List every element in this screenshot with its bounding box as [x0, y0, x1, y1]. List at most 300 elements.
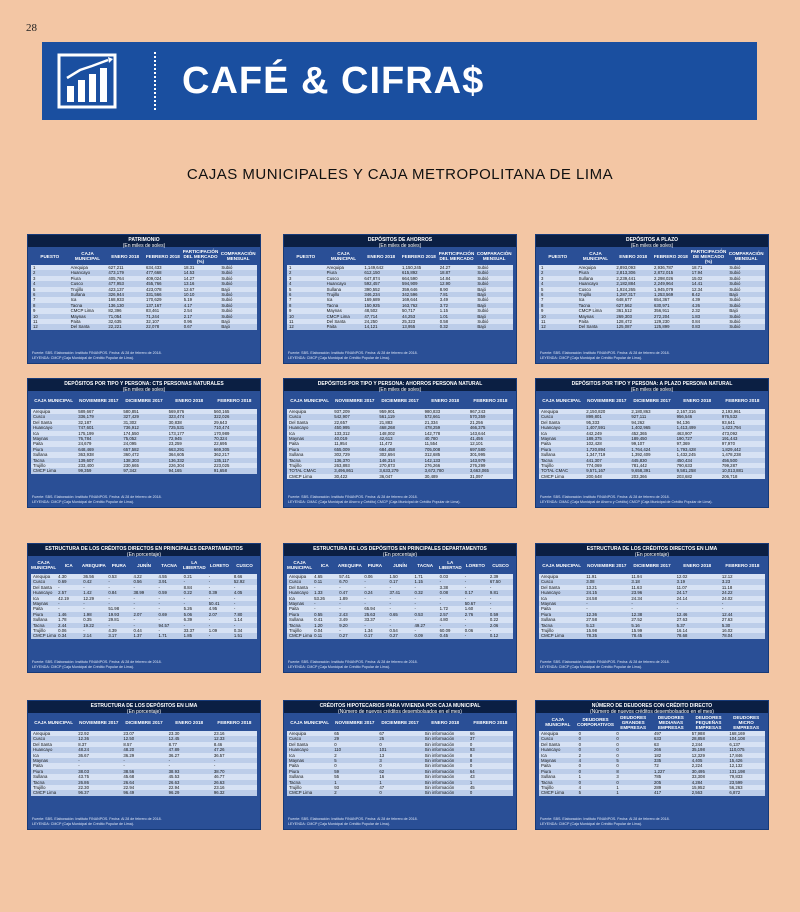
table-cell: 4 — [33, 281, 36, 287]
table-cell: 26.63 — [168, 779, 180, 785]
table-cell: - — [439, 595, 442, 601]
table-cell: 93,641 — [721, 419, 735, 425]
table-cell: 63 — [654, 741, 659, 747]
table-cell: 7 — [289, 297, 292, 303]
table-cell: 3 — [289, 275, 292, 281]
table-cell: 17,846 — [729, 752, 743, 758]
table-cell: 0 — [616, 779, 619, 785]
table-cell: Tacna — [33, 622, 45, 628]
table-cell: CMCP Lima — [326, 313, 350, 319]
table-cell: 15.02 — [691, 275, 703, 281]
table-cell: Paita — [70, 318, 81, 324]
table-cell: Maynas — [70, 313, 86, 319]
table-footnote — [288, 351, 512, 360]
table-cell: Arequipa — [578, 265, 596, 270]
column-header: ICA — [64, 562, 73, 568]
table-cell: 569,876 — [168, 409, 185, 414]
table-cell: Arequipa — [541, 574, 559, 579]
table-cell: Piura — [541, 446, 552, 452]
table-row — [287, 324, 513, 329]
table-header-row — [28, 556, 260, 574]
table-cell: Arequipa — [33, 574, 51, 579]
column-header: AREQUIPA — [337, 562, 362, 568]
table-cell: 99,107 — [631, 441, 645, 447]
footnote-line: Fuente: SBS. Elaboración: Instituto FINANPOS. Fecha: Al 28 de febrero de 2018. — [540, 817, 670, 822]
table-cell: - — [464, 617, 467, 623]
column-header: PIURA — [111, 562, 127, 568]
table-cell: 1.50 — [389, 574, 398, 579]
table-cell: 289 — [654, 784, 662, 790]
table-cell: 174,550 — [123, 430, 139, 436]
table-cell: Trujillo — [70, 286, 84, 292]
table-subtitle: (En miles de soles) — [378, 387, 422, 393]
footnote-line: LEYENDA: CMCP (Caja Municipal de Crédito Popular de Lima). — [288, 664, 390, 669]
table-cell: 0.84 — [691, 318, 701, 324]
table-cell: 4.39 — [691, 297, 701, 303]
table-cell: 51.98 — [108, 606, 120, 612]
table-cell: 2.07 — [208, 611, 218, 617]
table-cell: 3.17 — [108, 633, 117, 639]
data-table-panel — [535, 700, 769, 830]
table-cell: 71,244 — [146, 313, 160, 319]
table-cell: 0.11 — [314, 633, 323, 639]
table-cell: Sullana — [326, 286, 342, 292]
table-cell: 190,727 — [676, 435, 693, 441]
table-cell: 24,095 — [123, 441, 137, 447]
table-cell: - — [364, 579, 366, 585]
column-header: NOVIEMBRE 2017 — [335, 719, 375, 725]
table-cell: Subió — [221, 281, 233, 287]
table-cell: Huancayo — [289, 747, 309, 753]
table-cell: Huancayo — [326, 281, 347, 287]
column-header: PUESTO — [548, 253, 568, 259]
table-cell: Bajó — [221, 286, 230, 292]
table-cell: 663,291 — [168, 446, 185, 452]
table-cell: 572,661 — [424, 414, 441, 420]
table-cell: 0.67 — [183, 324, 193, 330]
table-cell: 38.93 — [168, 768, 180, 774]
table-cell: 1 — [289, 265, 292, 270]
table-cell: 1,347,719 — [586, 452, 606, 458]
table-cell: 2.07 — [133, 611, 142, 617]
table-cell: CMCP Lima — [289, 633, 313, 639]
table-cell: 3,672,780 — [424, 468, 444, 474]
table-cell: 48.24 — [78, 747, 89, 753]
table-cell: 478,259 — [424, 425, 441, 431]
table-cell: - — [158, 627, 160, 633]
table-cell: 3 — [541, 275, 544, 281]
table-cell: 47,714 — [364, 313, 378, 319]
table-header-row — [536, 713, 768, 731]
table-cell: 38.56 — [123, 768, 135, 774]
table-cell: 937,209 — [334, 409, 350, 414]
table-cell: CMCP Lima — [33, 790, 57, 796]
table-cell: Ica — [33, 595, 39, 601]
table-cell: Ica — [541, 595, 547, 601]
table-cell: 1.34 — [364, 627, 373, 633]
table-cell: 1.20 — [314, 622, 323, 628]
table-cell: 390,552 — [364, 286, 380, 292]
table-cell: Arequipa — [541, 731, 559, 736]
table-cell: 27.52 — [631, 617, 643, 623]
table-cell: - — [213, 757, 216, 763]
table-cell: - — [489, 606, 492, 612]
table-cell: - — [389, 584, 391, 590]
table-title-text: DEPÓSITOS POR TIPO Y PERSONA: A PLAZO PERSONA NATURAL — [571, 381, 733, 387]
table-row — [539, 790, 765, 795]
table-header-row — [284, 247, 516, 265]
column-header: ENERO 2018 — [111, 253, 140, 259]
footnote-line: LEYENDA: CMCP (Caja Municipal de Crédito Popular de Lima). — [32, 355, 134, 360]
table-cell: 29,643 — [213, 419, 227, 425]
table-footnote — [32, 660, 256, 669]
table-row — [287, 474, 513, 479]
table-cell: Sullana — [541, 617, 556, 623]
table-cell: 206,718 — [721, 473, 738, 479]
table-cell: 5 — [616, 757, 619, 763]
table-cell: Sullana — [33, 617, 48, 623]
column-header: AREQUIPA — [81, 562, 106, 568]
table-cell: 21,256 — [469, 419, 483, 425]
table-cell: Del Santa — [541, 741, 560, 747]
table-cell: 1 — [379, 779, 382, 785]
table-subtitle: (En miles de soles) — [378, 243, 422, 249]
table-cell: 13 — [379, 752, 385, 758]
table-cell: 2 — [289, 270, 292, 276]
table-cell: - — [158, 600, 160, 606]
table-cell: 59 — [334, 768, 339, 774]
table-title — [284, 544, 516, 556]
table-cell: 561,119 — [379, 414, 395, 420]
table-cell: 24.17 — [676, 590, 688, 596]
table-cell: - — [339, 627, 341, 633]
table-cell: 1 — [616, 790, 619, 796]
table-cell: Sullana — [33, 774, 48, 780]
table-cell: - — [464, 579, 467, 585]
table-body — [31, 409, 257, 474]
data-table-panel — [535, 543, 769, 673]
table-body — [287, 265, 513, 330]
table-cell: 11 — [289, 318, 294, 324]
table-cell: 2,180,863 — [631, 409, 651, 414]
table-cell: Ica — [33, 430, 39, 436]
table-cell: 276,266 — [424, 462, 441, 468]
table-cell: 405,764 — [108, 275, 124, 281]
table-cell: - — [108, 584, 110, 590]
table-cell: 0 — [578, 736, 582, 742]
table-cell: Del Santa — [578, 324, 598, 330]
table-cell: 143,644 — [469, 430, 486, 436]
table-cell: - — [123, 763, 125, 769]
table-cell: Maynas — [289, 757, 305, 763]
table-cell: 2.54 — [183, 308, 193, 314]
table-cell: 2.17 — [183, 313, 193, 319]
table-cell: 72 — [654, 763, 659, 769]
footnote-line: Fuente: SBS. Elaboración: Instituto FINANPOS. Fecha: Al 28 de febrero de 2018. — [288, 351, 418, 356]
table-cell: 5.26 — [183, 606, 193, 612]
table-cell: Trujillo — [289, 627, 302, 633]
table-cell: Piura — [289, 611, 300, 617]
table-cell: 22,221 — [108, 324, 122, 330]
table-cell: 409,024 — [146, 275, 162, 281]
table-cell: 7 — [541, 297, 544, 303]
table-cell: 473,179 — [108, 270, 124, 276]
table-cell: - — [631, 606, 633, 612]
table-cell: 0.42 — [83, 579, 92, 585]
table-title — [536, 379, 768, 391]
table-cell: 0 — [616, 752, 619, 758]
table-cell: 710,474 — [213, 425, 230, 431]
table-cell: 648,677 — [616, 297, 632, 303]
table-cell: 664,590 — [402, 275, 418, 281]
column-header: NOVIEMBRE 2017 — [587, 562, 627, 568]
table-cell: 67.50 — [489, 579, 501, 585]
table-cell: 45 — [469, 784, 475, 790]
table-cell: Bajó — [477, 324, 486, 330]
table-cell: 136,370 — [334, 457, 350, 463]
table-cell: 2 — [578, 752, 582, 758]
table-cell: - — [414, 595, 416, 601]
table-cell: 10 — [33, 313, 38, 319]
table-cell: Del Santa — [33, 584, 52, 590]
table-cell: 38.03 — [78, 768, 89, 774]
table-cell: Ica — [70, 297, 77, 303]
table-cell: Arequipa — [326, 265, 344, 270]
table-footnote — [540, 660, 764, 669]
table-cell: 0.06 — [364, 574, 373, 579]
table-cell: 2.39 — [489, 574, 499, 579]
table-cell: 19.93 — [108, 611, 120, 617]
table-cell: 4,405 — [691, 757, 703, 763]
table-cell: 648,469 — [78, 446, 94, 452]
table-cell: 142,133 — [424, 457, 441, 463]
table-cell: 0.53 — [414, 611, 423, 617]
table-cell: 627,562 — [616, 302, 632, 308]
table-cell: Huancayo — [33, 425, 53, 431]
table-cell: 30,838 — [168, 419, 182, 425]
footnote-line: LEYENDA: CMCP (Caja Municipal de Crédito Popular de Lima). — [32, 664, 134, 669]
table-cell: 25 — [379, 736, 385, 742]
table-cell: - — [389, 617, 391, 623]
footnote-line: LEYENDA: CMCP (Caja Municipal de Crédito Popular de Lima). — [288, 355, 390, 360]
table-cell: Paita — [541, 763, 551, 769]
table-cell: 142,778 — [424, 430, 441, 436]
table-header-row — [28, 713, 260, 731]
table-cell: 269,303 — [616, 313, 632, 319]
table-cell: 655,009 — [334, 446, 350, 452]
table-cell: Trujillo — [541, 462, 554, 468]
table-cell: 8.90 — [439, 286, 449, 292]
table-cell: 3.18 — [631, 579, 640, 585]
table-cell: 131,198 — [729, 768, 745, 774]
table-cell: - — [83, 627, 85, 633]
table-cell: 10 — [289, 313, 294, 319]
table-cell: - — [133, 622, 135, 628]
table-cell: 441,307 — [586, 457, 602, 463]
column-header: FEBRERO 2018 — [653, 253, 688, 259]
table-cell: 79,833 — [729, 774, 743, 780]
column-header: ENERO 2018 — [431, 719, 460, 725]
table-cell: 959,901 — [379, 409, 395, 414]
table-cell: Arequipa — [289, 574, 307, 579]
table-cell: 647,874 — [364, 275, 380, 281]
data-table-panel — [535, 378, 769, 508]
banner-divider — [154, 52, 156, 110]
table-cell: 16 — [379, 774, 385, 780]
table-cell: Sin información — [424, 790, 455, 796]
table-cell: 23.30 — [168, 731, 180, 736]
table-cell: 150,925 — [364, 302, 380, 308]
table-cell: 16.02 — [721, 627, 733, 633]
table-cell: Maynas — [541, 600, 557, 606]
table-cell: 463,907 — [676, 430, 693, 436]
table-header-row — [28, 247, 260, 265]
table-cell: 12.44 — [721, 611, 733, 617]
column-header: CAJA MUNICIPAL — [545, 717, 571, 727]
table-cell: 3.38 — [439, 584, 449, 590]
table-cell: - — [183, 595, 186, 601]
column-header: ENERO 2018 — [175, 719, 204, 725]
table-cell: Tacna — [33, 779, 45, 785]
table-cell: Trujillo — [33, 627, 46, 633]
table-cell: Subió — [221, 308, 233, 314]
table-cell: Huancayo — [541, 590, 561, 596]
table-title-text: CRÉDITOS HIPOTECARIOS PARA VIVIENDA POR CAJA MUNICIPAL — [319, 703, 481, 709]
table-cell: - — [133, 584, 135, 590]
table-header-row — [284, 391, 516, 409]
table-cell: 22.30 — [78, 784, 89, 790]
column-header: ENERO 2018 — [175, 397, 204, 403]
page-subtitle: CAJAS MUNICIPALES Y CAJA METROPOLITANA DE LIMA — [186, 166, 614, 183]
table-cell: 2,813,306 — [616, 270, 636, 276]
table-cell: 312,685 — [424, 452, 441, 458]
table-cell: 27.58 — [586, 617, 597, 623]
table-body — [539, 265, 765, 330]
footnote-line: LEYENDA: CMCP (Caja Municipal de Crédito Popular de Lima). — [32, 821, 134, 826]
table-cell: Paita — [578, 318, 589, 324]
table-cell: 101 — [379, 747, 387, 753]
table-cell: 104,108 — [729, 736, 745, 742]
table-cell: - — [158, 584, 160, 590]
table-cell: 14.84 — [439, 275, 451, 281]
table-cell: 1.72 — [439, 606, 449, 612]
table-cell: 37 — [469, 736, 475, 742]
table-row — [539, 633, 765, 638]
table-cell: Tacna — [289, 457, 301, 463]
table-cell: 4.22 — [133, 574, 142, 579]
table-cell: 22,695 — [213, 441, 227, 447]
table-cell: Paita — [326, 324, 337, 330]
table-cell: 3,496,861 — [334, 468, 354, 474]
table-cell: 26.86 — [78, 779, 89, 785]
table-cell: 342,596 — [402, 291, 418, 297]
table-cell: 45.68 — [123, 774, 135, 780]
table-footnote — [32, 495, 256, 504]
table-cell: 1 — [616, 784, 619, 790]
table-cell: 12.36 — [78, 736, 89, 742]
column-header: NOVIEMBRE 2017 — [587, 397, 627, 403]
table-cell: CMCP Lima — [541, 473, 565, 479]
table-cell: 302,694 — [379, 452, 395, 458]
table-cell: 0.27 — [389, 633, 398, 639]
table-cell: 4.39 — [108, 627, 117, 633]
table-subtitle: (En miles de soles) — [122, 387, 166, 393]
table-cell: Huancayo — [541, 425, 561, 431]
table-cell: Piura — [33, 446, 44, 452]
table-cell: 223,025 — [213, 462, 230, 468]
table-cell: - — [489, 627, 492, 633]
table-cell: Tacna — [33, 457, 45, 463]
table-cell: Del Santa — [70, 324, 90, 330]
table-cell: 38.70 — [213, 768, 225, 774]
table-cell: - — [339, 584, 341, 590]
table-cell: 11.18 — [721, 584, 733, 590]
table-cell: 60.09 — [439, 627, 451, 633]
table-cell: 0 — [616, 736, 619, 742]
table-title-text: ESTRUCTURA DE LOS DEPÓSITOS EN LIMA — [90, 703, 198, 709]
table-cell: Del Santa — [326, 318, 346, 324]
table-cell: 630,971 — [654, 302, 670, 308]
table-cell: 23,259 — [168, 441, 182, 447]
table-cell: 6 — [289, 291, 292, 297]
table-cell: 0.09 — [414, 633, 423, 639]
table-cell: 9,658,391 — [631, 468, 651, 474]
table-cell: Ica — [326, 297, 333, 303]
table-cell: 3 — [379, 757, 382, 763]
table-cell: 18.71 — [691, 265, 703, 270]
table-footnote — [288, 817, 512, 826]
table-cell: 14.53 — [183, 270, 195, 276]
table-cell: 442,249 — [586, 430, 602, 436]
table-cell: 32,635 — [108, 318, 122, 324]
table-cell: 23.16 — [213, 784, 225, 790]
table-cell: 17.94 — [691, 270, 703, 276]
table-cell: 48.20 — [123, 747, 135, 753]
table-cell: 1,253,569 — [654, 291, 674, 297]
table-cell: Sin información — [424, 779, 455, 785]
table-cell: 50.41 — [208, 600, 220, 606]
table-cell: 2,298,026 — [654, 275, 674, 281]
table-cell: CMCP Lima — [541, 790, 565, 796]
column-header: CAJA MUNICIPAL — [34, 719, 73, 725]
footnote-line: Fuente: SBS. Elaboración: Instituto FINANPOS. Fecha: Al 28 de febrero de 2018. — [540, 351, 670, 356]
data-table-panel — [27, 234, 261, 364]
column-header: ENERO 2018 — [367, 253, 396, 259]
table-footnote — [540, 351, 764, 360]
column-header: DICIEMBRE 2017 — [633, 562, 671, 568]
table-cell: 15,952 — [691, 784, 705, 790]
table-cell: - — [208, 617, 211, 623]
table-cell: Cusco — [578, 286, 591, 292]
table-cell: - — [83, 584, 85, 590]
table-cell: - — [489, 584, 492, 590]
table-cell: 4 — [578, 757, 582, 763]
table-cell: 263,893 — [334, 462, 350, 468]
table-cell: 956,546 — [676, 414, 693, 420]
table-cell: 10 — [541, 313, 546, 319]
column-header: FEBRERO 2018 — [725, 397, 760, 403]
table-header-row — [536, 247, 768, 265]
table-cell: 627,211 — [108, 265, 124, 270]
table-cell: 94,262 — [631, 419, 645, 425]
table-cell: 0.06 — [58, 627, 67, 633]
table-cell: 182 — [654, 752, 662, 758]
column-header: COMPARACIÓN MENSUAL — [728, 251, 764, 261]
table-cell: 21,334 — [424, 419, 438, 425]
table-cell: 736,912 — [123, 425, 139, 431]
table-cell: 0.56 — [133, 579, 142, 585]
table-cell: 1,793,428 — [676, 446, 696, 452]
